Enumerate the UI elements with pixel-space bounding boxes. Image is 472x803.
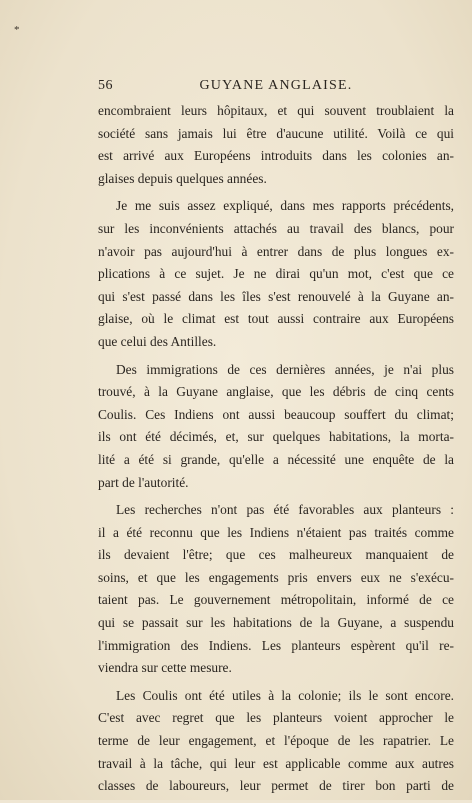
text-line: encombraient leurs hôpitaux, et qui souvent troublaient la	[98, 103, 454, 118]
text-line: Les recherches n'ont pas été favorables aux planteurs :	[116, 502, 454, 518]
paragraph	[98, 499, 454, 680]
paragraph	[98, 685, 454, 798]
body-text	[98, 100, 454, 803]
text-line: viendra sur cette mesure.	[98, 660, 232, 676]
text-line: part de l'autorité.	[98, 474, 189, 490]
text-line: classes de laboureurs, leur permet de tirer bon parti de	[98, 778, 454, 794]
text-line: soins, et que les engagements pris envers eux ne s'exécu-	[98, 569, 454, 585]
text-line: Je me suis assez expliqué, dans mes rapports précédents,	[116, 198, 454, 214]
text-line: terme de leur engagement, et l'époque de les rapatrier. Le	[98, 733, 454, 749]
text-line: lité a été si grande, qu'elle a nécessité une enquête de la	[98, 451, 454, 467]
text-line: qui se passait sur les habitations de la Guyane, a suspendu	[98, 615, 454, 631]
text-line: sur les inconvénients attachés au travail des blancs, pour	[98, 220, 454, 236]
text-line: trouvé, à la Guyane anglaise, que les débris de cinq cents	[98, 384, 454, 400]
text-line: plications à ce sujet. Je ne dirai qu'un mot, c'est que ce	[98, 266, 454, 282]
text-line: Coulis. Ces Indiens ont aussi beaucoup souffert du climat;	[98, 406, 454, 422]
paragraph	[98, 195, 454, 353]
text-line: ils ont été décimés, et, sur quelques habitations, la morta-	[98, 429, 454, 445]
text-line: société sans jamais lui être d'aucune utilité. Voilà ce qui	[98, 125, 454, 141]
paragraph	[98, 359, 454, 495]
text-line: est arrivé aux Européens introduits dans les colonies an-	[98, 148, 454, 164]
running-head: GUYANE ANGLAISE.	[199, 78, 353, 93]
text-line: qui s'est passé dans les îles s'est renouvelé à la Guyane an-	[98, 288, 454, 304]
text-line: taient pas. Le gouvernement métropolitain, informé de ce	[98, 592, 454, 608]
text-line: n'avoir pas aujourd'hui à entrer dans de plus longues ex-	[98, 243, 454, 259]
paragraph	[98, 100, 454, 190]
text-line: ils devaient l'être; que ces malheureux manquaient de	[98, 547, 454, 563]
text-line: Les Coulis ont été utiles à la colonie; ils le sont encore.	[116, 687, 454, 703]
text-line: glaises depuis quelques années.	[98, 170, 267, 186]
text-line: Des immigrations de ces dernières années, je n'ai plus	[116, 361, 454, 377]
corner-mark: *	[14, 24, 20, 36]
page-header	[98, 78, 454, 98]
page-number: 56	[98, 78, 113, 93]
text-line: il a été reconnu que les Indiens n'étaient pas traités comme	[98, 524, 454, 540]
text-line: que celui des Antilles.	[98, 333, 217, 349]
text-line: C'est avec regret que les planteurs voient approcher le	[98, 710, 454, 726]
text-line: travail à la tâche, qui leur est applicable comme aux autres	[98, 755, 454, 771]
text-line: glaise, où le climat est tout aussi contraire aux Européens	[98, 311, 454, 327]
text-line: l'immigration des Indiens. Les planteurs espèrent qu'il re-	[98, 637, 454, 653]
